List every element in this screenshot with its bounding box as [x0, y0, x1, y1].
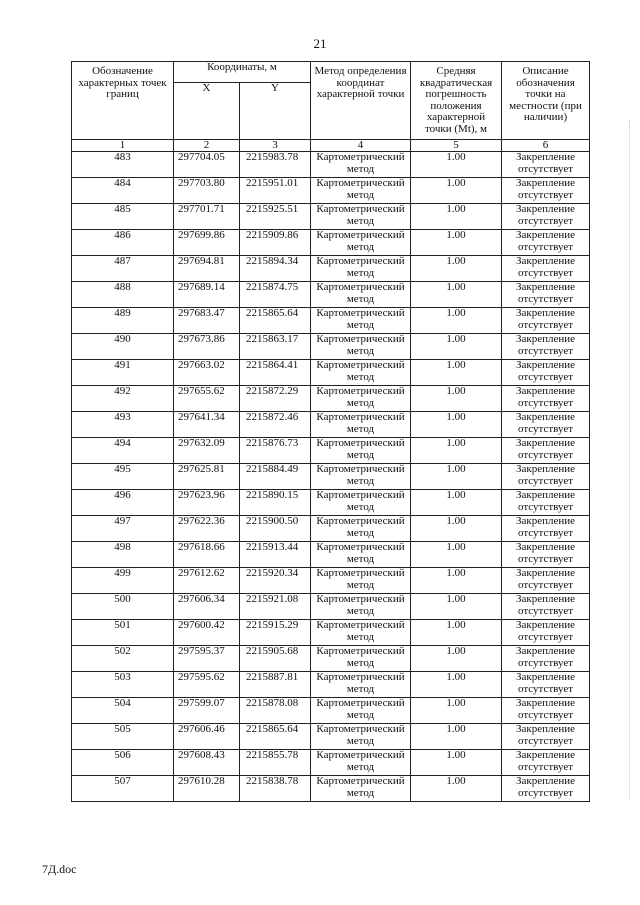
accuracy-cell: 1.00 [411, 672, 502, 698]
table-body [72, 152, 590, 802]
method-cell: Картометрический метод [311, 516, 411, 542]
y-coordinate-cell: 2215915.29 [240, 620, 311, 646]
y-coordinate-cell: 2215894.34 [240, 256, 311, 282]
x-coordinate-cell: 297599.07 [174, 698, 240, 724]
point-cell: 507 [72, 776, 174, 802]
x-coordinate-cell: 297600.42 [174, 620, 240, 646]
accuracy-cell: 1.00 [411, 464, 502, 490]
table-row [72, 516, 590, 542]
x-coordinate-cell: 297618.66 [174, 542, 240, 568]
y-coordinate-cell: 2215855.78 [240, 750, 311, 776]
method-cell: Картометрический метод [311, 464, 411, 490]
x-coordinate-cell: 297703.80 [174, 178, 240, 204]
method-cell: Картометрический метод [311, 360, 411, 386]
scan-edge-mark [629, 120, 632, 800]
point-cell: 494 [72, 438, 174, 464]
accuracy-cell: 1.00 [411, 438, 502, 464]
point-cell: 501 [72, 620, 174, 646]
y-coordinate-cell: 2215905.68 [240, 646, 311, 672]
header-y: Y [240, 83, 311, 140]
accuracy-cell: 1.00 [411, 568, 502, 594]
point-cell: 498 [72, 542, 174, 568]
method-cell: Картометрический метод [311, 178, 411, 204]
table-row [72, 724, 590, 750]
method-cell: Картометрический метод [311, 776, 411, 802]
method-cell: Картометрический метод [311, 438, 411, 464]
y-coordinate-cell: 2215838.78 [240, 776, 311, 802]
accuracy-cell: 1.00 [411, 178, 502, 204]
accuracy-cell: 1.00 [411, 386, 502, 412]
method-cell: Картометрический метод [311, 152, 411, 178]
description-cell: Закрепление отсутствует [502, 282, 590, 308]
description-cell: Закрепление отсутствует [502, 776, 590, 802]
x-coordinate-cell: 297595.62 [174, 672, 240, 698]
table-row [72, 282, 590, 308]
description-cell: Закрепление отсутствует [502, 724, 590, 750]
method-cell: Картометрический метод [311, 490, 411, 516]
boundary-points-table [71, 61, 590, 802]
table-row [72, 334, 590, 360]
accuracy-cell: 1.00 [411, 724, 502, 750]
description-cell: Закрепление отсутствует [502, 360, 590, 386]
table-row [72, 204, 590, 230]
y-coordinate-cell: 2215913.44 [240, 542, 311, 568]
x-coordinate-cell: 297625.81 [174, 464, 240, 490]
page-number: 21 [313, 36, 327, 51]
description-cell: Закрепление отсутствует [502, 334, 590, 360]
table-row [72, 568, 590, 594]
y-coordinate-cell: 2215887.81 [240, 672, 311, 698]
point-cell: 489 [72, 308, 174, 334]
method-cell: Картометрический метод [311, 672, 411, 698]
header-description: Описание обозначения точки на местности (при наличии) [502, 62, 590, 140]
point-cell: 503 [72, 672, 174, 698]
point-cell: 499 [72, 568, 174, 594]
method-cell: Картометрический метод [311, 646, 411, 672]
method-cell: Картометрический метод [311, 230, 411, 256]
description-cell: Закрепление отсутствует [502, 386, 590, 412]
point-cell: 491 [72, 360, 174, 386]
y-coordinate-cell: 2215874.75 [240, 282, 311, 308]
point-cell: 496 [72, 490, 174, 516]
accuracy-cell: 1.00 [411, 152, 502, 178]
table-row [72, 464, 590, 490]
method-cell: Картометрический метод [311, 542, 411, 568]
table-row [72, 672, 590, 698]
accuracy-cell: 1.00 [411, 646, 502, 672]
description-cell: Закрепление отсутствует [502, 568, 590, 594]
x-coordinate-cell: 297683.47 [174, 308, 240, 334]
table-row [72, 646, 590, 672]
column-number: 2 [174, 140, 240, 152]
method-cell: Картометрический метод [311, 698, 411, 724]
method-cell: Картометрический метод [311, 724, 411, 750]
accuracy-cell: 1.00 [411, 334, 502, 360]
point-cell: 490 [72, 334, 174, 360]
table-row [72, 594, 590, 620]
column-number: 1 [72, 140, 174, 152]
accuracy-cell: 1.00 [411, 698, 502, 724]
y-coordinate-cell: 2215884.49 [240, 464, 311, 490]
description-cell: Закрепление отсутствует [502, 464, 590, 490]
description-cell: Закрепление отсутствует [502, 438, 590, 464]
column-number: 6 [502, 140, 590, 152]
method-cell: Картометрический метод [311, 308, 411, 334]
method-cell: Картометрический метод [311, 282, 411, 308]
accuracy-cell: 1.00 [411, 490, 502, 516]
table-header [72, 62, 590, 152]
x-coordinate-cell: 297612.62 [174, 568, 240, 594]
y-coordinate-cell: 2215900.50 [240, 516, 311, 542]
point-cell: 502 [72, 646, 174, 672]
x-coordinate-cell: 297699.86 [174, 230, 240, 256]
x-coordinate-cell: 297704.05 [174, 152, 240, 178]
x-coordinate-cell: 297655.62 [174, 386, 240, 412]
accuracy-cell: 1.00 [411, 308, 502, 334]
accuracy-cell: 1.00 [411, 282, 502, 308]
method-cell: Картометрический метод [311, 334, 411, 360]
x-coordinate-cell: 297673.86 [174, 334, 240, 360]
table-row [72, 386, 590, 412]
point-cell: 485 [72, 204, 174, 230]
description-cell: Закрепление отсутствует [502, 750, 590, 776]
method-cell: Картометрический метод [311, 594, 411, 620]
point-cell: 487 [72, 256, 174, 282]
x-coordinate-cell: 297622.36 [174, 516, 240, 542]
y-coordinate-cell: 2215920.34 [240, 568, 311, 594]
y-coordinate-cell: 2215925.51 [240, 204, 311, 230]
accuracy-cell: 1.00 [411, 230, 502, 256]
column-number-row [72, 140, 590, 152]
x-coordinate-cell: 297606.46 [174, 724, 240, 750]
description-cell: Закрепление отсутствует [502, 672, 590, 698]
column-number: 5 [411, 140, 502, 152]
table-row [72, 750, 590, 776]
y-coordinate-cell: 2215865.64 [240, 308, 311, 334]
column-number: 3 [240, 140, 311, 152]
header-coordinates: Координаты, м [174, 62, 311, 83]
description-cell: Закрепление отсутствует [502, 646, 590, 672]
accuracy-cell: 1.00 [411, 204, 502, 230]
column-number: 4 [311, 140, 411, 152]
x-coordinate-cell: 297701.71 [174, 204, 240, 230]
x-coordinate-cell: 297606.34 [174, 594, 240, 620]
point-cell: 506 [72, 750, 174, 776]
point-cell: 505 [72, 724, 174, 750]
description-cell: Закрепление отсутствует [502, 516, 590, 542]
description-cell: Закрепление отсутствует [502, 178, 590, 204]
y-coordinate-cell: 2215872.29 [240, 386, 311, 412]
x-coordinate-cell: 297689.14 [174, 282, 240, 308]
table-row [72, 438, 590, 464]
description-cell: Закрепление отсутствует [502, 594, 590, 620]
x-coordinate-cell: 297663.02 [174, 360, 240, 386]
accuracy-cell: 1.00 [411, 256, 502, 282]
accuracy-cell: 1.00 [411, 594, 502, 620]
method-cell: Картометрический метод [311, 204, 411, 230]
y-coordinate-cell: 2215983.78 [240, 152, 311, 178]
header-accuracy: Средняя квадратическая погрешность положения характерной точки (Mt), м [411, 62, 502, 140]
y-coordinate-cell: 2215890.15 [240, 490, 311, 516]
footer-filename: 7Д.doc [42, 862, 77, 876]
point-cell: 493 [72, 412, 174, 438]
point-cell: 483 [72, 152, 174, 178]
description-cell: Закрепление отсутствует [502, 490, 590, 516]
table-row [72, 178, 590, 204]
y-coordinate-cell: 2215909.86 [240, 230, 311, 256]
header-method: Метод определения координат характерной точки [311, 62, 411, 140]
point-cell: 504 [72, 698, 174, 724]
y-coordinate-cell: 2215864.41 [240, 360, 311, 386]
description-cell: Закрепление отсутствует [502, 412, 590, 438]
x-coordinate-cell: 297608.43 [174, 750, 240, 776]
table-row [72, 230, 590, 256]
method-cell: Картометрический метод [311, 412, 411, 438]
header-point-designation: Обозначение характерных точек границ [72, 62, 174, 140]
accuracy-cell: 1.00 [411, 516, 502, 542]
x-coordinate-cell: 297641.34 [174, 412, 240, 438]
description-cell: Закрепление отсутствует [502, 620, 590, 646]
x-coordinate-cell: 297632.09 [174, 438, 240, 464]
point-cell: 484 [72, 178, 174, 204]
y-coordinate-cell: 2215865.64 [240, 724, 311, 750]
accuracy-cell: 1.00 [411, 542, 502, 568]
y-coordinate-cell: 2215921.08 [240, 594, 311, 620]
table-row [72, 542, 590, 568]
y-coordinate-cell: 2215876.73 [240, 438, 311, 464]
header-x: X [174, 83, 240, 140]
x-coordinate-cell: 297623.96 [174, 490, 240, 516]
description-cell: Закрепление отсутствует [502, 698, 590, 724]
point-cell: 486 [72, 230, 174, 256]
description-cell: Закрепление отсутствует [502, 308, 590, 334]
description-cell: Закрепление отсутствует [502, 204, 590, 230]
accuracy-cell: 1.00 [411, 360, 502, 386]
accuracy-cell: 1.00 [411, 750, 502, 776]
table-row [72, 698, 590, 724]
method-cell: Картометрический метод [311, 620, 411, 646]
description-cell: Закрепление отсутствует [502, 152, 590, 178]
method-cell: Картометрический метод [311, 256, 411, 282]
point-cell: 492 [72, 386, 174, 412]
table-row [72, 620, 590, 646]
table-row [72, 256, 590, 282]
x-coordinate-cell: 297610.28 [174, 776, 240, 802]
accuracy-cell: 1.00 [411, 412, 502, 438]
table-row [72, 412, 590, 438]
header-row-top [72, 62, 590, 83]
description-cell: Закрепление отсутствует [502, 230, 590, 256]
point-cell: 497 [72, 516, 174, 542]
description-cell: Закрепление отсутствует [502, 542, 590, 568]
point-cell: 495 [72, 464, 174, 490]
table-row [72, 776, 590, 802]
description-cell: Закрепление отсутствует [502, 256, 590, 282]
table-row [72, 490, 590, 516]
y-coordinate-cell: 2215878.08 [240, 698, 311, 724]
x-coordinate-cell: 297694.81 [174, 256, 240, 282]
method-cell: Картометрический метод [311, 568, 411, 594]
x-coordinate-cell: 297595.37 [174, 646, 240, 672]
table-row [72, 152, 590, 178]
y-coordinate-cell: 2215872.46 [240, 412, 311, 438]
table-row [72, 360, 590, 386]
accuracy-cell: 1.00 [411, 776, 502, 802]
y-coordinate-cell: 2215951.01 [240, 178, 311, 204]
table-row [72, 308, 590, 334]
y-coordinate-cell: 2215863.17 [240, 334, 311, 360]
point-cell: 488 [72, 282, 174, 308]
method-cell: Картометрический метод [311, 386, 411, 412]
point-cell: 500 [72, 594, 174, 620]
method-cell: Картометрический метод [311, 750, 411, 776]
accuracy-cell: 1.00 [411, 620, 502, 646]
